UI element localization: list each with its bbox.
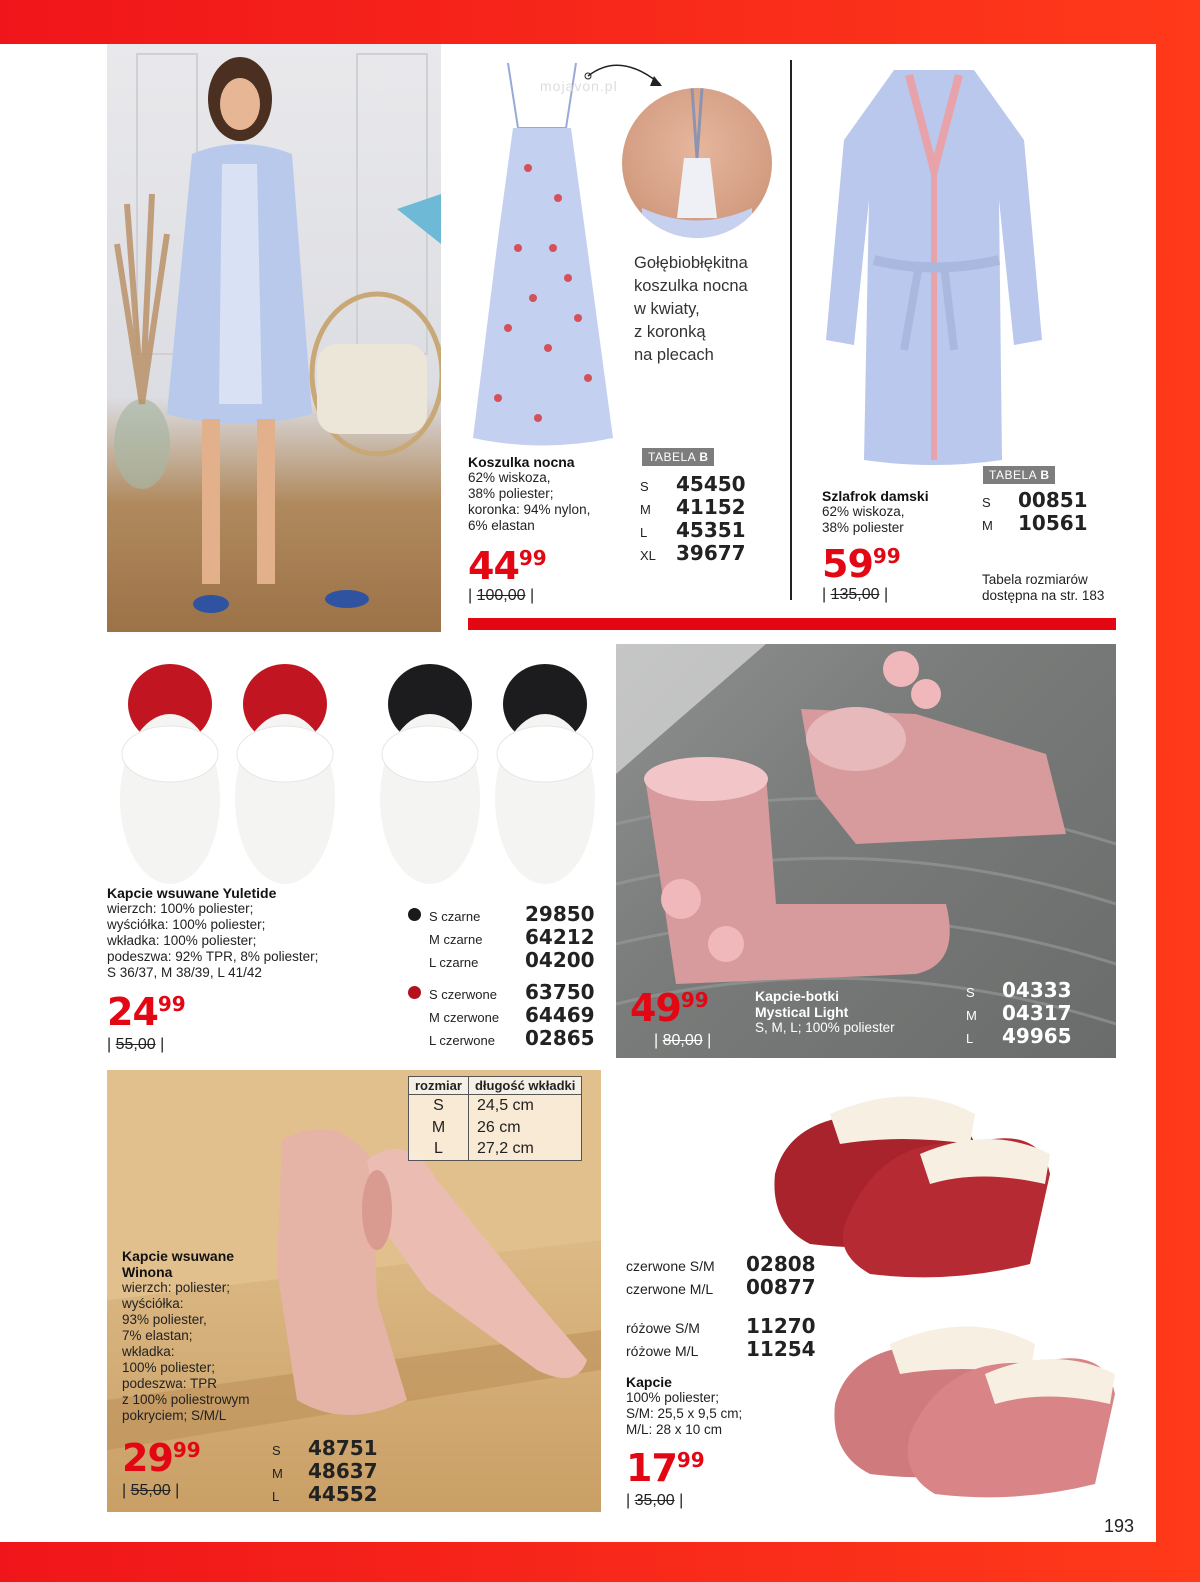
product-title: Szlafrok damski bbox=[822, 488, 929, 504]
nightgown-old-price: | 100,00 | bbox=[468, 587, 535, 604]
code-row: różowe M/L 11254 bbox=[626, 1337, 816, 1361]
mystical-price: 4999 bbox=[630, 986, 709, 1030]
code-row: L 49965 bbox=[966, 1024, 1072, 1048]
nightgown-back-detail-image bbox=[622, 88, 772, 238]
black-swatch bbox=[408, 908, 421, 921]
code-row: czerwone S/M 02808 bbox=[626, 1252, 816, 1276]
code-row: S czerwone 63750 bbox=[408, 980, 595, 1003]
robe-old-price: | 135,00 | bbox=[822, 586, 889, 603]
product-title: Kapcie-botki bbox=[755, 988, 840, 1004]
kapcie-price: 1799 bbox=[626, 1446, 705, 1490]
code-row: S 00851 bbox=[982, 488, 1088, 512]
mystical-info: Kapcie-botki Mystical Light S, M, L; 100% poliester bbox=[755, 988, 895, 1035]
nightgown-price: 4499 bbox=[468, 544, 547, 588]
code-row: S 45450 bbox=[640, 472, 746, 496]
robe-price: 5999 bbox=[822, 542, 901, 586]
yuletide-red-codes bbox=[408, 980, 595, 1049]
code-row: M 41152 bbox=[640, 495, 746, 519]
product-title: Kapcie wsuwane Yuletide bbox=[107, 885, 277, 901]
code-row: S 48751 bbox=[272, 1436, 378, 1460]
tabela-badge: TABELA B bbox=[983, 466, 1055, 484]
mystical-old-price: | 80,00 | bbox=[654, 1032, 712, 1049]
code-row: M 48637 bbox=[272, 1459, 378, 1483]
code-row: S 04333 bbox=[966, 978, 1072, 1002]
section-divider bbox=[468, 618, 1116, 630]
arrow-icon bbox=[580, 56, 670, 96]
winona-old-price: | 55,00 | bbox=[122, 1482, 180, 1499]
yuletide-black-codes bbox=[408, 902, 595, 971]
robe-image bbox=[824, 60, 1044, 470]
code-row: M 04317 bbox=[966, 1001, 1072, 1025]
code-row: M czarne 64212 bbox=[429, 925, 595, 949]
kapcie-info: Kapcie 100% poliester; S/M: 25,5 x 9,5 cm; M/L: 28 x 10 cm bbox=[626, 1374, 776, 1438]
kapcie-old-price: | 35,00 | bbox=[626, 1492, 684, 1509]
nightgown-image bbox=[468, 58, 616, 448]
nightgown-codes bbox=[640, 472, 746, 564]
kapcie-slippers-image bbox=[770, 1074, 1120, 1504]
code-row: L 45351 bbox=[640, 518, 746, 542]
kapcie-codes bbox=[626, 1252, 816, 1360]
divider bbox=[790, 60, 792, 600]
page-number: 193 bbox=[1104, 1516, 1135, 1536]
red-swatch bbox=[408, 986, 421, 999]
robe-codes bbox=[982, 488, 1088, 534]
code-row: S czarne 29850 bbox=[408, 902, 595, 925]
nightgown-info: Koszulka nocna 62% wiskoza, 38% poliester; koronka: 94% nylon, 6% elastan bbox=[468, 454, 628, 534]
model-photo bbox=[107, 44, 441, 632]
tabela-badge: TABELA B bbox=[642, 448, 714, 466]
nightgown-caption: Gołębiobłękitna koszulka nocna w kwiaty, z koronką na plecach bbox=[634, 254, 748, 364]
product-title: Koszulka nocna bbox=[468, 454, 575, 470]
winona-info: Kapcie wsuwane Winona wierzch: poliester; wyściółka: 93% poliester, 7% elastan; wkładka: 100% poliester; podeszwa: TPR z 100% poliestrowym pokryciem; S/M/L bbox=[122, 1248, 292, 1424]
yuletide-old-price: | 55,00 | bbox=[107, 1036, 165, 1053]
robe-info: Szlafrok damski 62% wiskoza, 38% poliester bbox=[822, 488, 962, 536]
yuletide-info: Kapcie wsuwane Yuletide wierzch: 100% poliester; wyściółka: 100% poliester; wkładka: 100% poliester; podeszwa: 92% TPR, 8% poliester; S 36/37, M 38/39, L 41/42 bbox=[107, 885, 387, 981]
code-row: L czerwone 02865 bbox=[429, 1026, 595, 1050]
code-row: L 44552 bbox=[272, 1482, 378, 1506]
code-row: M 10561 bbox=[982, 511, 1088, 535]
winona-price: 2999 bbox=[122, 1436, 201, 1480]
product-title: Kapcie wsuwane bbox=[122, 1248, 235, 1264]
code-row: M czerwone 64469 bbox=[429, 1003, 595, 1027]
code-row: czerwone M/L 00877 bbox=[626, 1275, 816, 1299]
size-table-note: Tabela rozmiarów dostępna na str. 183 bbox=[982, 572, 1105, 603]
yuletide-price: 2499 bbox=[107, 990, 186, 1034]
winona-codes bbox=[272, 1436, 378, 1505]
code-row: XL 39677 bbox=[640, 541, 746, 565]
yuletide-slippers-image bbox=[120, 659, 600, 889]
winona-size-table: rozmiar długość wkładki S 24,5 cm M 26 cm L 27,2 cm bbox=[408, 1076, 582, 1161]
catalog-page bbox=[0, 44, 1156, 1542]
code-row: L czarne 04200 bbox=[429, 948, 595, 972]
code-row: różowe S/M 11270 bbox=[626, 1314, 816, 1338]
product-title: Kapcie bbox=[626, 1374, 672, 1390]
mystical-codes bbox=[966, 978, 1072, 1047]
watermark: mojavon.pl bbox=[540, 78, 618, 94]
